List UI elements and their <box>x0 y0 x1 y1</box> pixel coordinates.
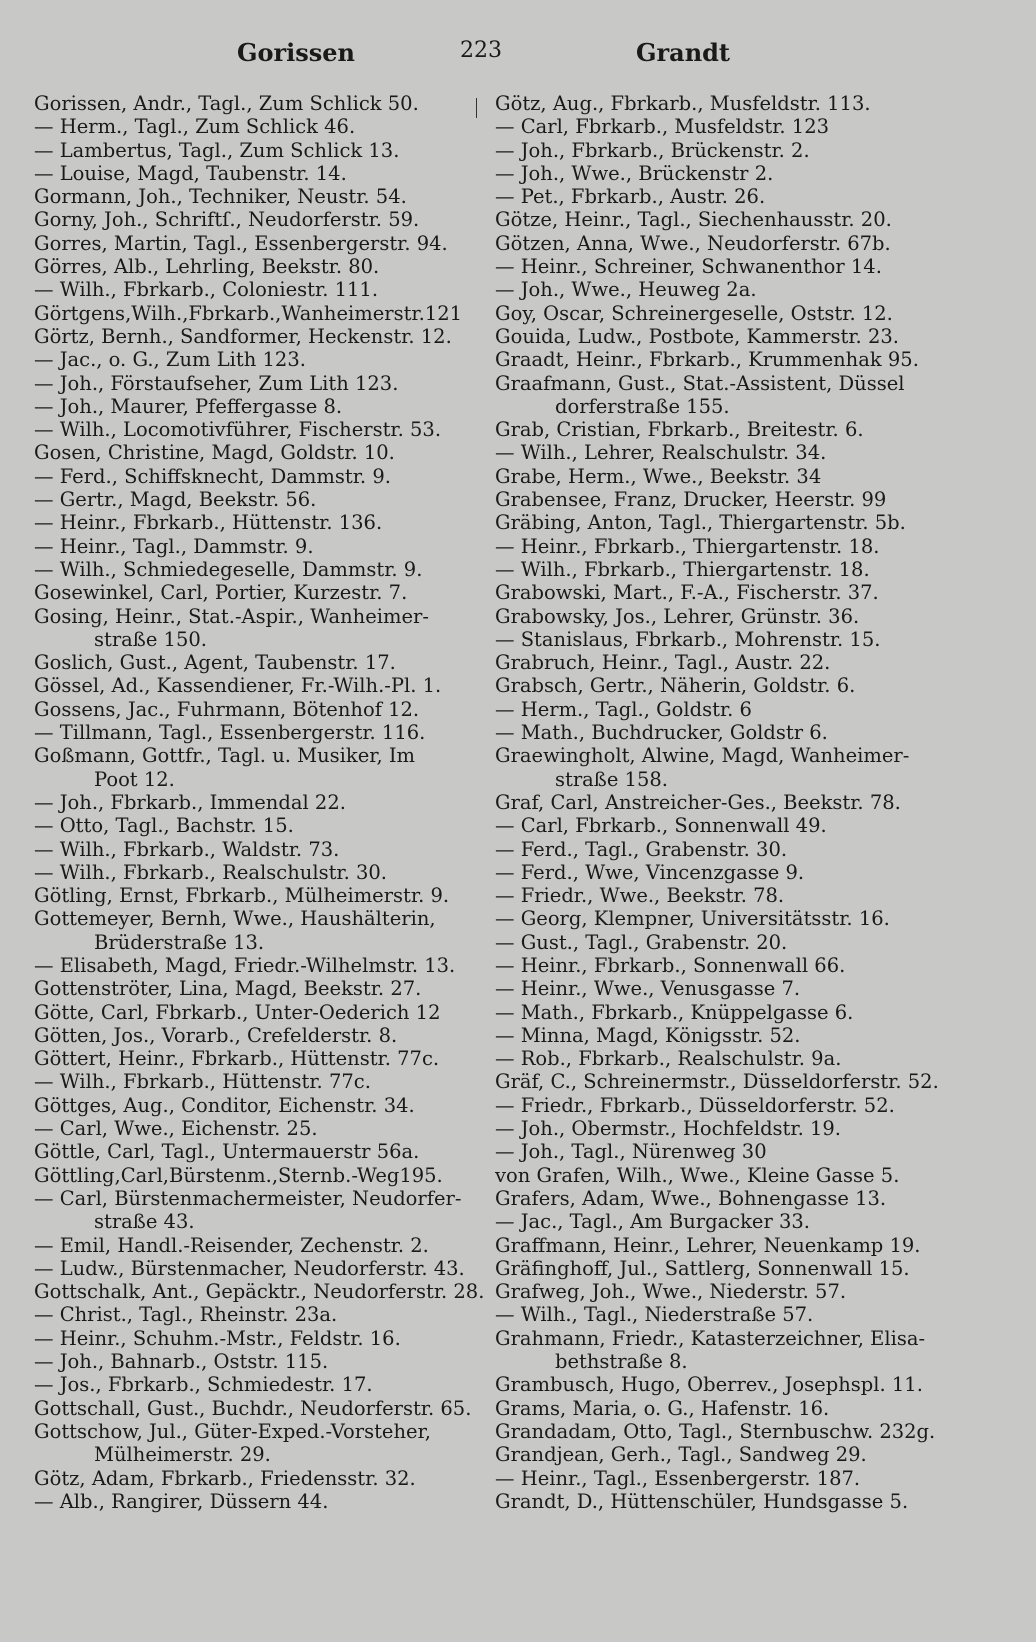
directory-entry: Götten, Jos., Vorarb., Crefelderstr. 8. <box>34 1023 398 1047</box>
directory-entry: — Joh., Wwe., Heuweg 2a. <box>495 278 757 302</box>
directory-entry: Götling, Ernst, Fbrkarb., Mülheimerstr. 9. <box>34 884 450 908</box>
directory-entry: Gottschalk, Ant., Gepäcktr., Neudorferstr. 28. <box>34 1280 485 1304</box>
directory-entry: — Wilh., Schmiedegeselle, Dammstr. 9. <box>34 557 423 581</box>
column-divider <box>476 98 477 118</box>
directory-entry: — Stanislaus, Fbrkarb., Mohrenstr. 15. <box>495 627 881 651</box>
directory-entry: Gräfinghoff, Jul., Sattlerg, Sonnenwall 15. <box>495 1256 910 1280</box>
directory-entry: Goslich, Gust., Agent, Taubenstr. 17. <box>34 651 396 675</box>
directory-entry: Götte, Carl, Fbrkarb., Unter-Oederich 12 <box>34 1000 441 1024</box>
directory-entry: Gottemeyer, Bernh, Wwe., Haushälterin, <box>34 907 436 931</box>
directory-entry: — Ferd., Tagl., Grabenstr. 30. <box>495 837 788 861</box>
directory-entry: von Grafen, Wilh., Wwe., Kleine Gasse 5. <box>495 1163 900 1187</box>
directory-entry: Mülheimerstr. 29. <box>94 1443 271 1467</box>
directory-entry: — Jos., Fbrkarb., Schmiedestr. 17. <box>34 1373 373 1397</box>
directory-entry: straße 150. <box>94 627 207 651</box>
left-column <box>34 92 485 1513</box>
directory-entry: Grams, Maria, o. G., Hafenstr. 16. <box>495 1396 830 1420</box>
directory-entry: Graf, Carl, Anstreicher-Ges., Beekstr. 78. <box>495 790 901 814</box>
directory-entry: Göttges, Aug., Conditor, Eichenstr. 34. <box>34 1093 415 1117</box>
directory-entry: — Wilh., Fbrkarb., Thiergartenstr. 18. <box>495 557 870 581</box>
directory-entry: — Ludw., Bürstenmacher, Neudorferstr. 43. <box>34 1256 465 1280</box>
directory-entry: Görres, Alb., Lehrling, Beekstr. 80. <box>34 255 380 279</box>
directory-entry: Gouida, Ludw., Postbote, Kammerstr. 23. <box>495 324 899 348</box>
directory-entry: — Joh., Wwe., Brückenstr 2. <box>495 161 774 185</box>
directory-entry: — Joh., Förstaufseher, Zum Lith 123. <box>34 371 399 395</box>
directory-entry: bethstraße 8. <box>555 1350 688 1374</box>
directory-entry: Gorres, Martin, Tagl., Essenbergerstr. 94. <box>34 231 448 255</box>
directory-entry: Grandt, D., Hüttenschüler, Hundsgasse 5. <box>495 1489 909 1513</box>
directory-entry: — Math., Fbrkarb., Knüppelgasse 6. <box>495 1000 854 1024</box>
directory-entry: Grabowski, Mart., F.-A., Fischerstr. 37. <box>495 581 879 605</box>
directory-entry: Götz, Aug., Fbrkarb., Musfeldstr. 113. <box>495 92 871 115</box>
directory-entry: Grandadam, Otto, Tagl., Sternbuschw. 232g. <box>495 1419 936 1443</box>
directory-entry: Gottenströter, Lina, Magd, Beekstr. 27. <box>34 977 422 1001</box>
page-header <box>0 38 1036 78</box>
directory-entry: — Friedr., Fbrkarb., Düsseldorferstr. 52. <box>495 1093 895 1117</box>
directory-entry: — Heinr., Tagl., Dammstr. 9. <box>34 534 314 558</box>
directory-entry: Göttling,Carl,Bürstenm.,Sternb.-Weg195. <box>34 1163 443 1187</box>
directory-entry: — Elisabeth, Magd, Friedr.-Wilhelmstr. 13. <box>34 953 456 977</box>
directory-entry: Gräbing, Anton, Tagl., Thiergartenstr. 5b. <box>495 511 906 535</box>
directory-entry: — Heinr., Wwe., Venusgasse 7. <box>495 977 801 1001</box>
directory-entry: Grafweg, Joh., Wwe., Niederstr. 57. <box>495 1280 847 1304</box>
directory-entry: Grabensee, Franz, Drucker, Heerstr. 99 <box>495 488 887 512</box>
directory-entry: — Joh., Tagl., Nürenweg 30 <box>495 1140 767 1164</box>
directory-entry: Görtz, Bernh., Sandformer, Heckenstr. 12. <box>34 324 452 348</box>
header-left-keyword: Gorissen <box>237 38 356 67</box>
directory-entry: Gössel, Ad., Kassendiener, Fr.-Wilh.-Pl. 1. <box>34 674 442 698</box>
directory-entry: Götz, Adam, Fbrkarb., Friedensstr. 32. <box>34 1466 416 1490</box>
directory-entry: — Heinr., Fbrkarb., Hüttenstr. 136. <box>34 511 383 535</box>
directory-entry: — Heinr., Fbrkarb., Thiergartenstr. 18. <box>495 534 880 558</box>
directory-entry: — Georg, Klempner, Universitätsstr. 16. <box>495 907 890 931</box>
directory-entry: — Wilh., Fbrkarb., Hüttenstr. 77c. <box>34 1070 371 1094</box>
directory-entry: — Heinr., Tagl., Essenbergerstr. 187. <box>495 1466 861 1490</box>
directory-entry: — Wilh., Tagl., Niederstraße 57. <box>495 1303 814 1327</box>
directory-entry: — Tillmann, Tagl., Essenbergerstr. 116. <box>34 721 426 745</box>
directory-entry: Grabsch, Gertr., Näherin, Goldstr. 6. <box>495 674 856 698</box>
directory-entry: — Wilh., Fbrkarb., Realschulstr. 30. <box>34 860 387 884</box>
directory-entry: — Carl, Fbrkarb., Sonnenwall 49. <box>495 814 827 838</box>
directory-entry: Gottschall, Gust., Buchdr., Neudorferstr. 65. <box>34 1396 472 1420</box>
directory-entry: Grandjean, Gerh., Tagl., Sandweg 29. <box>495 1443 867 1467</box>
directory-entry: — Jac., Tagl., Am Burgacker 33. <box>495 1210 810 1234</box>
directory-entry: — Gertr., Magd, Beekstr. 56. <box>34 488 317 512</box>
directory-entry: — Rob., Fbrkarb., Realschulstr. 9a. <box>495 1047 842 1071</box>
directory-entry: Grambusch, Hugo, Oberrev., Josephspl. 11. <box>495 1373 923 1397</box>
directory-entry: Graadt, Heinr., Fbrkarb., Krummenhak 95. <box>495 348 919 372</box>
directory-entry: — Alb., Rangirer, Düssern 44. <box>34 1489 329 1513</box>
directory-entry: Gottschow, Jul., Güter-Exped.-Vorsteher, <box>34 1419 431 1443</box>
directory-entry: Gosewinkel, Carl, Portier, Kurzestr. 7. <box>34 581 408 605</box>
directory-entry: Gosing, Heinr., Stat.-Aspir., Wanheimer- <box>34 604 429 628</box>
directory-entry: — Pet., Fbrkarb., Austr. 26. <box>495 185 766 209</box>
directory-entry: — Wilh., Locomotivführer, Fischerstr. 53. <box>34 418 442 442</box>
directory-entry: Grabruch, Heinr., Tagl., Austr. 22. <box>495 651 831 675</box>
directory-entry: Gormann, Joh., Techniker, Neustr. 54. <box>34 185 407 209</box>
directory-entry: Götzen, Anna, Wwe., Neudorferstr. 67b. <box>495 231 891 255</box>
directory-entry: — Carl, Bürstenmachermeister, Neudorfer- <box>34 1186 462 1210</box>
directory-entry: — Emil, Handl.-Reisender, Zechenstr. 2. <box>34 1233 429 1257</box>
directory-entry: — Lambertus, Tagl., Zum Schlick 13. <box>34 138 400 162</box>
directory-entry: Graffmann, Heinr., Lehrer, Neuenkamp 19. <box>495 1233 921 1257</box>
directory-entry: Brüderstraße 13. <box>94 930 265 954</box>
directory-entry: Gorissen, Andr., Tagl., Zum Schlick 50. <box>34 92 419 115</box>
directory-entry: — Friedr., Wwe., Beekstr. 78. <box>495 884 785 908</box>
directory-entry: — Ferd., Wwe, Vincenzgasse 9. <box>495 860 805 884</box>
directory-entry: Gossens, Jac., Fuhrmann, Bötenhof 12. <box>34 697 420 721</box>
page-number: 223 <box>460 38 502 63</box>
directory-entry: — Heinr., Fbrkarb., Sonnenwall 66. <box>495 953 846 977</box>
directory-entry: — Math., Buchdrucker, Goldstr 6. <box>495 721 828 745</box>
directory-entry: — Minna, Magd, Königsstr. 52. <box>495 1023 801 1047</box>
directory-entry: Görtgens,Wilh.,Fbrkarb.,Wanheimerstr.121 <box>34 301 463 325</box>
directory-entry: Grab, Cristian, Fbrkarb., Breitestr. 6. <box>495 418 864 442</box>
directory-entry: — Heinr., Schreiner, Schwanenthor 14. <box>495 255 882 279</box>
directory-entry: dorferstraße 155. <box>555 394 730 418</box>
directory-entry: — Joh., Bahnarb., Oststr. 115. <box>34 1350 329 1374</box>
directory-entry: — Joh., Maurer, Pfeffergasse 8. <box>34 394 343 418</box>
directory-entry: Grabowsky, Jos., Lehrer, Grünstr. 36. <box>495 604 860 628</box>
directory-entry: straße 158. <box>555 767 668 791</box>
directory-entry: — Wilh., Lehrer, Realschulstr. 34. <box>495 441 827 465</box>
directory-entry: — Carl, Wwe., Eichenstr. 25. <box>34 1117 318 1141</box>
directory-entry: Poot 12. <box>94 767 175 791</box>
directory-entry: — Otto, Tagl., Bachstr. 15. <box>34 814 294 838</box>
directory-entry: — Wilh., Fbrkarb., Coloniestr. 111. <box>34 278 379 302</box>
directory-entry: — Joh., Obermstr., Hochfeldstr. 19. <box>495 1117 841 1141</box>
directory-entry: — Ferd., Schiffsknecht, Dammstr. 9. <box>34 464 391 488</box>
directory-entry: Gorny, Joh., Schriftſ., Neudorferstr. 59. <box>34 208 420 232</box>
directory-entry: Göttle, Carl, Tagl., Untermauerstr 56a. <box>34 1140 420 1164</box>
directory-entry: Gosen, Christine, Magd, Goldstr. 10. <box>34 441 395 465</box>
directory-entry: Gräf, C., Schreinermstr., Düsseldorferstr. 52. <box>495 1070 939 1094</box>
directory-entry: Grafers, Adam, Wwe., Bohnengasse 13. <box>495 1186 887 1210</box>
directory-entry: Graafmann, Gust., Stat.-Assistent, Düssel <box>495 371 905 395</box>
directory-entry: — Louise, Magd, Taubenstr. 14. <box>34 161 347 185</box>
directory-entry: — Christ., Tagl., Rheinstr. 23a. <box>34 1303 338 1327</box>
directory-entry: — Gust., Tagl., Grabenstr. 20. <box>495 930 788 954</box>
directory-entry: — Joh., Fbrkarb., Immendal 22. <box>34 790 346 814</box>
directory-entry: Graewingholt, Alwine, Magd, Wanheimer- <box>495 744 910 768</box>
directory-entry: Goßmann, Gottfr., Tagl. u. Musiker, Im <box>34 744 416 768</box>
directory-entry: — Heinr., Schuhm.-Mstr., Feldstr. 16. <box>34 1326 401 1350</box>
right-column <box>495 92 939 1513</box>
directory-entry: — Jac., o. G., Zum Lith 123. <box>34 348 306 372</box>
header-right-keyword: Grandt <box>636 38 731 67</box>
directory-entry: Grahmann, Friedr., Katasterzeichner, Elisa- <box>495 1326 926 1350</box>
directory-entry: — Herm., Tagl., Zum Schlick 46. <box>34 115 356 139</box>
directory-entry: Grabe, Herm., Wwe., Beekstr. 34 <box>495 464 822 488</box>
directory-entry: Göttert, Heinr., Fbrkarb., Hüttenstr. 77c. <box>34 1047 440 1071</box>
directory-entry: Götze, Heinr., Tagl., Siechenhausstr. 20. <box>495 208 892 232</box>
directory-entry: — Herm., Tagl., Goldstr. 6 <box>495 697 752 721</box>
directory-entry: Goy, Oscar, Schreinergeselle, Oststr. 12. <box>495 301 893 325</box>
directory-entry: — Carl, Fbrkarb., Musfeldstr. 123 <box>495 115 830 139</box>
directory-entry: straße 43. <box>94 1210 195 1234</box>
directory-entry: — Wilh., Fbrkarb., Waldstr. 73. <box>34 837 340 861</box>
directory-entry: — Joh., Fbrkarb., Brückenstr. 2. <box>495 138 810 162</box>
